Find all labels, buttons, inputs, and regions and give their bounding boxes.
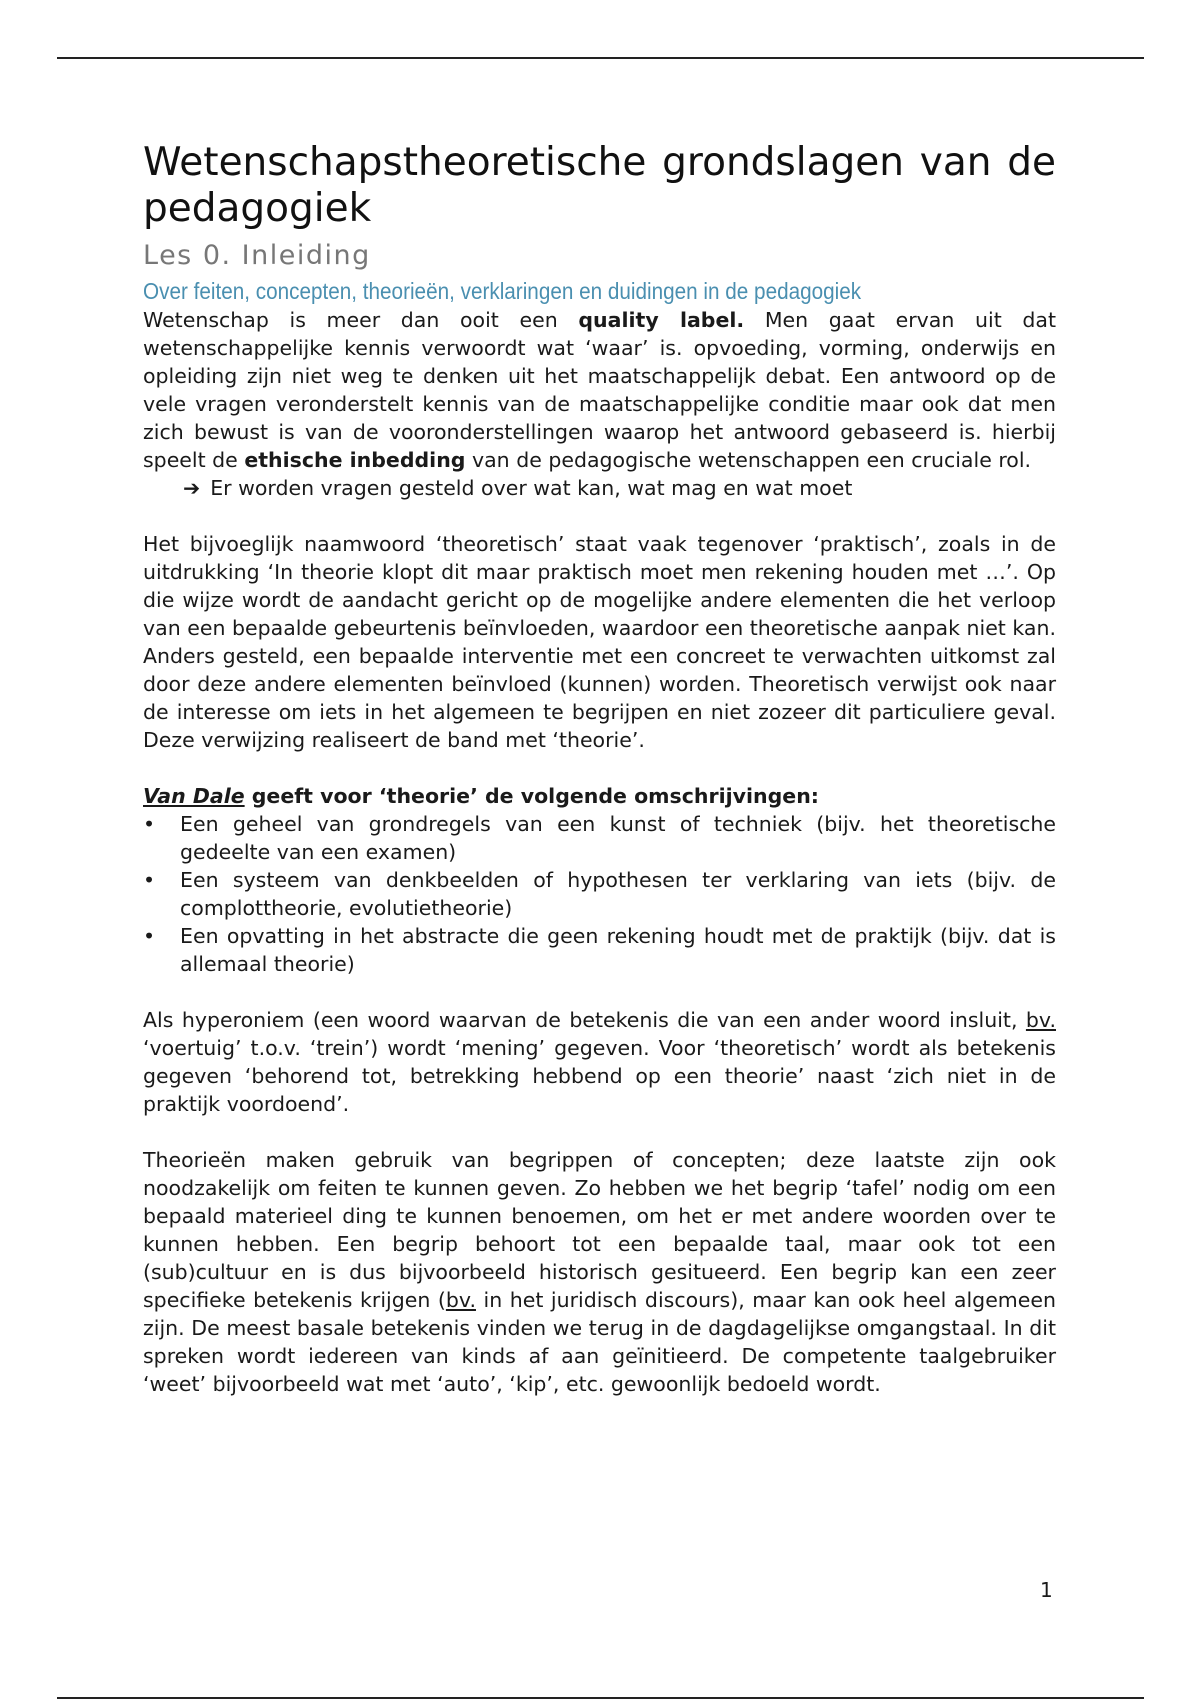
quality-label-emphasis: quality label. xyxy=(578,308,745,332)
theoretisch-paragraph: Het bijvoeglijk naamwoord ‘theoretisch’ staat vaak tegenover ‘praktisch’, zoals in de uitdrukking ‘In theorie klopt dit maar praktisch moet men rekening houden met …’. Op die wijze wordt de aandacht gericht op de mogelijke andere elementen die het verloop van een bepaalde gebeurtenis beïnvloeden, waardoor een theoretische aanpak niet kan. Anders gesteld, een bepaalde interventie met een concreet te verwachten uitkomst zal door deze andere elementen beïnvloed (kunnen) worden. Theoretisch verwijst ook naar de interesse om iets in het algemeen te begrijpen en niet zozeer dit particuliere geval. Deze verwijzing realiseert de band met ‘theorie’. xyxy=(143,532,1056,752)
intro-paragraph xyxy=(143,306,1056,474)
vandale-name: Van Dale xyxy=(143,784,245,808)
definition-list xyxy=(143,810,1056,978)
list-item: • Een systeem van denkbeelden of hypothesen ter verklaring van iets (bijv. de complottheorie, evolutietheorie) xyxy=(143,866,1056,922)
hyperoniem-paragraph xyxy=(143,1006,1056,1118)
list-item: • Een opvatting in het abstracte die geen rekening houdt met de praktijk (bijv. dat is allemaal theorie) xyxy=(143,922,1056,978)
ethische-inbedding-emphasis: ethische inbedding xyxy=(244,448,466,472)
begrippen-paragraph xyxy=(143,1146,1056,1398)
list-item: • Een geheel van grondregels van een kunst of techniek (bijv. het theoretische gedeelte van een examen) xyxy=(143,810,1056,866)
hyperoniem-text-2: ‘voertuig’ t.o.v. ‘trein’) wordt ‘mening’ gegeven. Voor ‘theoretisch’ wordt als betekenis gegeven ‘behorend tot, betrekking hebbend op een theorie’ naast ‘zich niet in de praktijk voordoend’. xyxy=(143,1036,1056,1116)
bv-abbreviation: bv. xyxy=(445,1288,476,1312)
page-content xyxy=(143,140,1056,1398)
document-title: Wetenschapstheoretische grondslagen van de pedagogiek xyxy=(143,140,1056,231)
page-number: 1 xyxy=(1040,1578,1053,1602)
arrow-icon: ➔ xyxy=(183,476,201,500)
intro-text-2: Men gaat ervan uit dat wetenschappelijke kennis verwoordt wat ‘waar’ is. opvoeding, vorming, onderwijs en opleiding zijn niet weg te denken uit het maatschappelijk debat. Een antwoord op de vele vragen veronderstelt kennis van de maatschappelijke conditie maar ook dat men zich bewust is van de vooronderstellingen waarop het antwoord gebaseerd is. hierbij speelt de xyxy=(143,308,1056,472)
section-subtitle: Over feiten, concepten, theorieën, verklaringen en duidingen in de pedagogiek xyxy=(143,278,862,304)
vandale-heading xyxy=(143,782,1056,810)
arrow-bullet-text: Er worden vragen gesteld over wat kan, wat mag en wat moet xyxy=(210,476,853,500)
begrippen-text-2: in het juridisch discours), maar kan ook heel algemeen zijn. De meest basale betekenis vinden we terug in de dagdagelijkse omgangstaal. In dit spreken wordt iedereen van kinds af aan geïnitieerd. De competente taalgebruiker ‘weet’ bijvoorbeeld wat met ‘auto’, ‘kip’, etc. gewoonlijk bedoeld wordt. xyxy=(143,1288,1056,1396)
arrow-bullet xyxy=(183,474,1056,502)
vandale-heading-text: geeft voor ‘theorie’ de volgende omschrijvingen: xyxy=(244,784,819,808)
intro-text-3: van de pedagogische wetenschappen een cruciale rol. xyxy=(465,448,1032,472)
lesson-heading: Les 0. Inleiding xyxy=(143,240,371,271)
intro-text-1: Wetenschap is meer dan ooit een xyxy=(143,308,579,332)
hyperoniem-text-1: Als hyperoniem (een woord waarvan de betekenis die van een ander woord insluit, xyxy=(143,1008,1026,1032)
footer-rule xyxy=(57,1697,1144,1699)
begrippen-text-1: Theorieën maken gebruik van begrippen of concepten; deze laatste zijn ook noodzakelijk om feiten te kunnen geven. Zo hebben we het begrip ‘tafel’ nodig om een bepaald materieel ding te kunnen benoemen, om het er met andere woorden over te kunnen hebben. Een begrip behoort tot een bepaalde taal, maar ook tot een (sub)cultuur en is dus bijvoorbeeld historisch gesitueerd. Een begrip kan een zeer specifieke betekenis krijgen ( xyxy=(143,1148,1056,1312)
header-rule xyxy=(57,57,1144,59)
bv-abbreviation: bv. xyxy=(1025,1008,1056,1032)
